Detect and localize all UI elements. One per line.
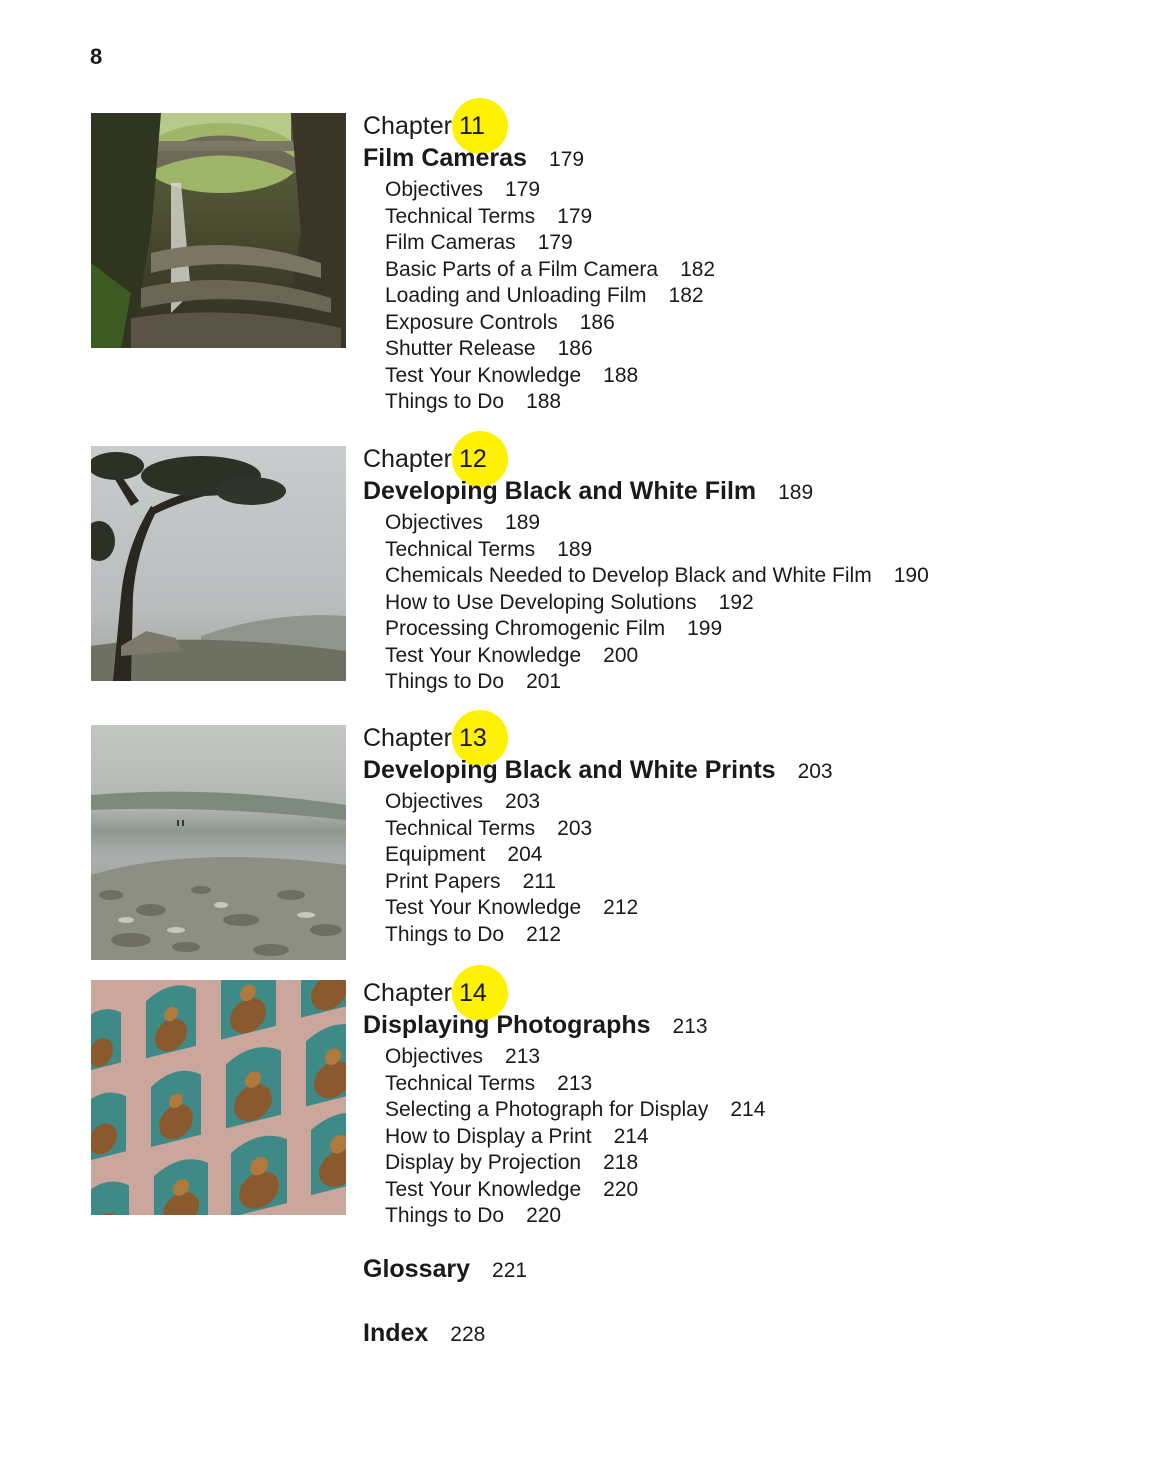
toc-entry[interactable]: Processing Chromogenic Film 199 <box>385 617 723 640</box>
chapter-number: 13 <box>458 724 487 752</box>
toc-entry[interactable]: Test Your Knowledge 212 <box>385 896 639 919</box>
toc-entry[interactable]: Objectives 203 <box>385 790 541 813</box>
toc-entry[interactable]: Chemicals Needed to Develop Black and White Film 190 <box>385 564 929 587</box>
toc-entry[interactable]: Objectives 213 <box>385 1045 541 1068</box>
chapter-label: Chapter 11 <box>363 113 1123 139</box>
toc-entry[interactable]: Shutter Release 186 <box>385 337 593 360</box>
chapter-11-entries <box>363 177 1123 416</box>
waterfall-bridge-photo <box>91 113 346 348</box>
toc-entry[interactable]: Things to Do 220 <box>385 1204 562 1227</box>
chapter-14-text <box>363 980 1123 1230</box>
toc-entry[interactable]: Technical Terms 189 <box>385 537 593 561</box>
chapter-12-entries <box>363 510 1123 696</box>
chapter-page: 213 <box>672 1015 708 1038</box>
toc-entry[interactable]: Things to Do 212 <box>385 922 562 946</box>
toc-entry[interactable]: Equipment 204 <box>385 843 543 866</box>
chapter-11-text <box>363 113 1123 416</box>
chapter-13-text <box>363 725 1123 948</box>
chapter-label: Chapter 12 <box>363 446 1123 472</box>
glossary-entry[interactable]: Glossary 221 <box>363 1255 528 1283</box>
chapter-title[interactable]: Developing Black and White Film 189 <box>363 477 814 505</box>
index-entry[interactable]: Index 228 <box>363 1319 486 1347</box>
toc-entry[interactable]: Technical Terms 179 <box>385 204 593 228</box>
chapter-title[interactable]: Displaying Photographs 213 <box>363 1011 708 1039</box>
toc-entry[interactable]: Selecting a Photograph for Display 214 <box>385 1098 766 1121</box>
chapter-title[interactable]: Developing Black and White Prints 203 <box>363 756 833 784</box>
toc-entry[interactable]: Exposure Controls 186 <box>385 310 615 334</box>
buddha-tiles-photo <box>91 980 346 1215</box>
toc-entry[interactable]: Objectives 179 <box>385 178 541 201</box>
chapter-12-text <box>363 446 1123 696</box>
toc-entry[interactable]: Technical Terms 213 <box>385 1071 593 1095</box>
chapter-number: 14 <box>458 979 487 1007</box>
chapter-label: Chapter 14 <box>363 980 1123 1006</box>
toc-entry[interactable]: Loading and Unloading Film 182 <box>385 284 704 307</box>
toc-entry[interactable]: Print Papers 211 <box>385 869 557 893</box>
chapter-page: 189 <box>778 481 814 504</box>
toc-entry[interactable]: Things to Do 188 <box>385 390 562 413</box>
toc-entry[interactable]: Test Your Knowledge 200 <box>385 643 639 667</box>
page-number: 8 <box>90 44 103 69</box>
toc-entry[interactable]: Test Your Knowledge 188 <box>385 363 639 387</box>
chapter-title[interactable]: Film Cameras 179 <box>363 144 585 172</box>
chapter-label: Chapter 13 <box>363 725 1123 751</box>
toc-entry[interactable]: Test Your Knowledge 220 <box>385 1177 639 1201</box>
toc-entry[interactable]: Display by Projection 218 <box>385 1151 639 1174</box>
toc-entry[interactable]: How to Display a Print 214 <box>385 1124 649 1148</box>
toc-entry[interactable]: Basic Parts of a Film Camera 182 <box>385 257 716 281</box>
chapter-page: 179 <box>548 148 585 171</box>
toc-entry[interactable]: How to Use Developing Solutions 192 <box>385 590 754 614</box>
chapter-page: 203 <box>797 760 833 783</box>
chapter-number: 11 <box>458 112 485 140</box>
chapter-number: 12 <box>458 445 487 473</box>
toc-entry[interactable]: Film Cameras 179 <box>385 231 573 254</box>
toc-entry[interactable]: Technical Terms 203 <box>385 816 593 840</box>
toc-entry[interactable]: Objectives 189 <box>385 511 541 534</box>
chapter-13-entries <box>363 789 1123 948</box>
toc-entry[interactable]: Things to Do 201 <box>385 670 562 693</box>
foggy-tree-photo <box>91 446 346 681</box>
chapter-14-entries <box>363 1044 1123 1230</box>
misty-beach-photo <box>91 725 346 960</box>
